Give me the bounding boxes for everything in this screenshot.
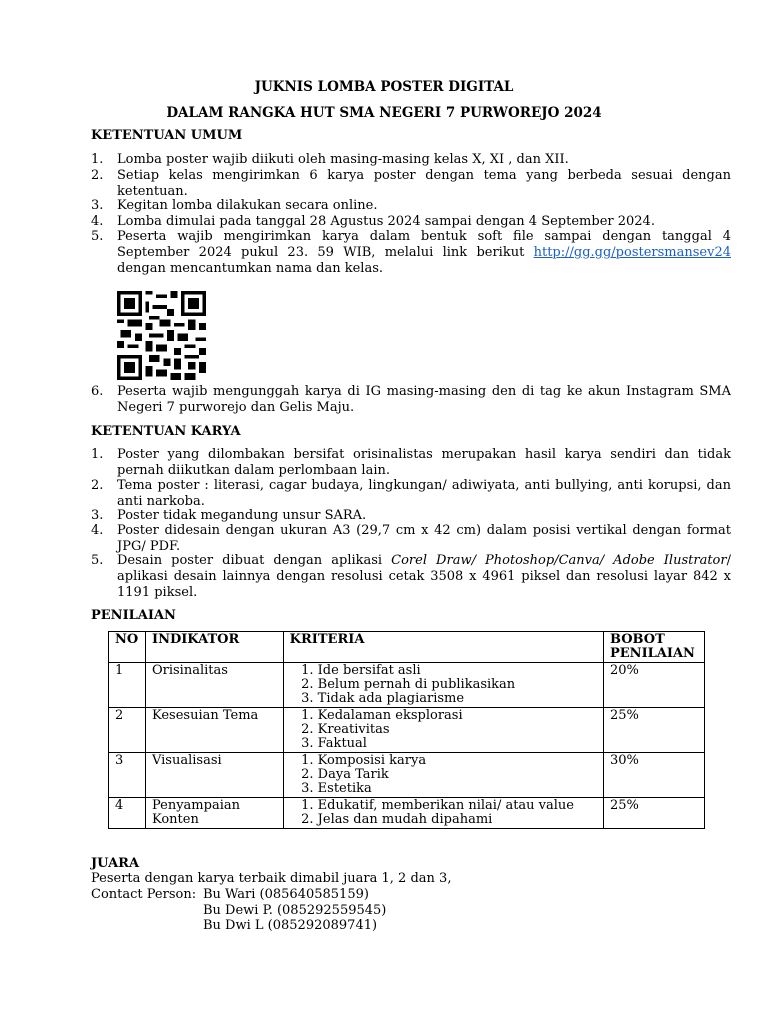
cell-kriteria bbox=[283, 708, 603, 753]
item-number: 2. bbox=[91, 478, 104, 493]
section-heading-umum: KETENTUAN UMUM bbox=[91, 128, 243, 143]
umum-item-4 bbox=[91, 214, 731, 230]
col-header-kriteria: KRITERIA bbox=[283, 632, 603, 663]
criteria-item: 3. Tidak ada plagiarisme bbox=[318, 692, 597, 706]
col-header-bobot: BOBOT PENILAIAN bbox=[604, 632, 705, 663]
item-text: Kegitan lomba dilakukan secara online. bbox=[117, 198, 378, 213]
col-header-indikator: INDIKATOR bbox=[145, 632, 283, 663]
umum-item-2 bbox=[91, 168, 731, 200]
criteria-item: 2. Kreativitas bbox=[318, 723, 597, 737]
criteria-item: 1. Komposisi karya bbox=[318, 754, 597, 768]
qr-code-image bbox=[117, 291, 206, 380]
item-text: Lomba poster wajib diikuti oleh masing-masing kelas X, XI , dan XII. bbox=[117, 152, 569, 167]
item-number: 4. bbox=[91, 523, 104, 538]
criteria-item: 1. Ide bersifat asli bbox=[318, 664, 597, 678]
section-heading-juara: JUARA bbox=[91, 856, 140, 871]
item-number: 5. bbox=[91, 553, 104, 568]
cell-no: 1 bbox=[109, 663, 146, 708]
item-text-part: dengan mencantumkan nama dan kelas. bbox=[117, 261, 384, 276]
karya-item-5 bbox=[91, 553, 731, 601]
item-text: Poster didesain dengan ukuran A3 (29,7 cm x 42 cm) dalam posisi vertikal dengan format JPG/ PDF. bbox=[117, 523, 731, 554]
criteria-item: 1. Edukatif, memberikan nilai/ atau value bbox=[318, 799, 597, 813]
table-row bbox=[109, 753, 705, 798]
item-number: 6. bbox=[91, 384, 104, 399]
cell-bobot: 25% bbox=[604, 798, 705, 829]
juara-text: Peserta dengan karya terbaik dimabil juara 1, 2 dan 3, bbox=[91, 871, 452, 886]
doc-title: JUKNIS LOMBA POSTER DIGITAL bbox=[254, 79, 514, 95]
item-text: Lomba dimulai pada tanggal 28 Agustus 2024 sampai dengan 4 September 2024. bbox=[117, 214, 655, 229]
item-number: 4. bbox=[91, 214, 104, 229]
submission-link[interactable]: http://gg.gg/postersmansev24 bbox=[533, 245, 731, 260]
item-text bbox=[117, 229, 731, 277]
item-text: Tema poster : literasi, cagar budaya, lingkungan/ adiwiyata, anti bullying, anti korupsi, dan anti narkoba. bbox=[117, 478, 731, 509]
karya-item-4 bbox=[91, 523, 731, 555]
karya-item-1 bbox=[91, 447, 731, 479]
section-heading-karya: KETENTUAN KARYA bbox=[91, 424, 241, 439]
item-number: 5. bbox=[91, 229, 104, 244]
col-header-no: NO bbox=[109, 632, 146, 663]
item-text bbox=[117, 553, 731, 601]
app-list-italic: Corel Draw/ Photoshop/Canva/ Adobe Ilustrator bbox=[391, 553, 727, 568]
criteria-item: 3. Estetika bbox=[318, 782, 597, 796]
item-number: 1. bbox=[91, 447, 104, 462]
cell-no: 4 bbox=[109, 798, 146, 829]
karya-item-2 bbox=[91, 478, 731, 510]
cell-kriteria bbox=[283, 753, 603, 798]
criteria-item: 2. Belum pernah di publikasikan bbox=[318, 678, 597, 692]
cell-kriteria bbox=[283, 798, 603, 829]
cell-bobot: 30% bbox=[604, 753, 705, 798]
contact-person: Bu Dwi L (085292089741) bbox=[203, 918, 378, 933]
scoring-table bbox=[108, 631, 705, 829]
umum-item-6 bbox=[91, 384, 731, 416]
item-text: Poster tidak megandung unsur SARA. bbox=[117, 508, 367, 523]
criteria-item: 2. Daya Tarik bbox=[318, 768, 597, 782]
item-text: Poster yang dilombakan bersifat orisinalistas merupakan hasil karya sendiri dan tidak pernah diikutkan dalam perlombaan lain. bbox=[117, 447, 731, 478]
cell-bobot: 25% bbox=[604, 708, 705, 753]
item-number: 3. bbox=[91, 198, 104, 213]
cell-indikator: Penyampaian Konten bbox=[145, 798, 283, 829]
item-text: Peserta wajib mengunggah karya di IG masing-masing den di tag ke akun Instagram SMA Negeri 7 purworejo dan Gelis Maju. bbox=[117, 384, 731, 415]
criteria-item: 1. Kedalaman eksplorasi bbox=[318, 709, 597, 723]
contact-person: Bu Wari (085640585159) bbox=[203, 887, 369, 902]
item-number: 2. bbox=[91, 168, 104, 183]
table-header-row bbox=[109, 632, 705, 663]
cell-no: 3 bbox=[109, 753, 146, 798]
item-text-part: Desain poster dibuat dengan aplikasi bbox=[117, 553, 392, 568]
contact-person: Bu Dewi P. (085292559545) bbox=[203, 903, 387, 918]
cell-indikator: Orisinalitas bbox=[145, 663, 283, 708]
table-row bbox=[109, 708, 705, 753]
contact-label: Contact Person: bbox=[91, 887, 197, 902]
cell-no: 2 bbox=[109, 708, 146, 753]
criteria-item: 2. Jelas dan mudah dipahami bbox=[318, 813, 597, 827]
umum-item-1 bbox=[91, 152, 731, 168]
cell-kriteria bbox=[283, 663, 603, 708]
item-number: 1. bbox=[91, 152, 104, 167]
criteria-item: 3. Faktual bbox=[318, 737, 597, 751]
item-number: 3. bbox=[91, 508, 104, 523]
umum-item-5 bbox=[91, 229, 731, 277]
section-heading-penilaian: PENILAIAN bbox=[91, 608, 176, 623]
table-row bbox=[109, 798, 705, 829]
umum-item-3 bbox=[91, 198, 731, 214]
item-text-part: / aplikasi desain lainnya dengan resolusi cetak 3508 x 4961 piksel dan resolusi layar 842 x 1191 piksel. bbox=[117, 553, 731, 600]
item-text-part: Peserta wajib mengirimkan karya dalam bentuk soft file sampai dengan tanggal 4 September 2024 pukul 23. 59 WIB, melalui link berikut bbox=[117, 229, 731, 260]
cell-indikator: Visualisasi bbox=[145, 753, 283, 798]
cell-bobot: 20% bbox=[604, 663, 705, 708]
item-text: Setiap kelas mengirimkan 6 karya poster dengan tema yang berbeda sesuai dengan ketentuan. bbox=[117, 168, 731, 199]
cell-indikator: Kesesuian Tema bbox=[145, 708, 283, 753]
doc-subtitle: DALAM RANGKA HUT SMA NEGERI 7 PURWOREJO 2024 bbox=[166, 105, 602, 121]
table-row bbox=[109, 663, 705, 708]
karya-item-3 bbox=[91, 508, 731, 524]
